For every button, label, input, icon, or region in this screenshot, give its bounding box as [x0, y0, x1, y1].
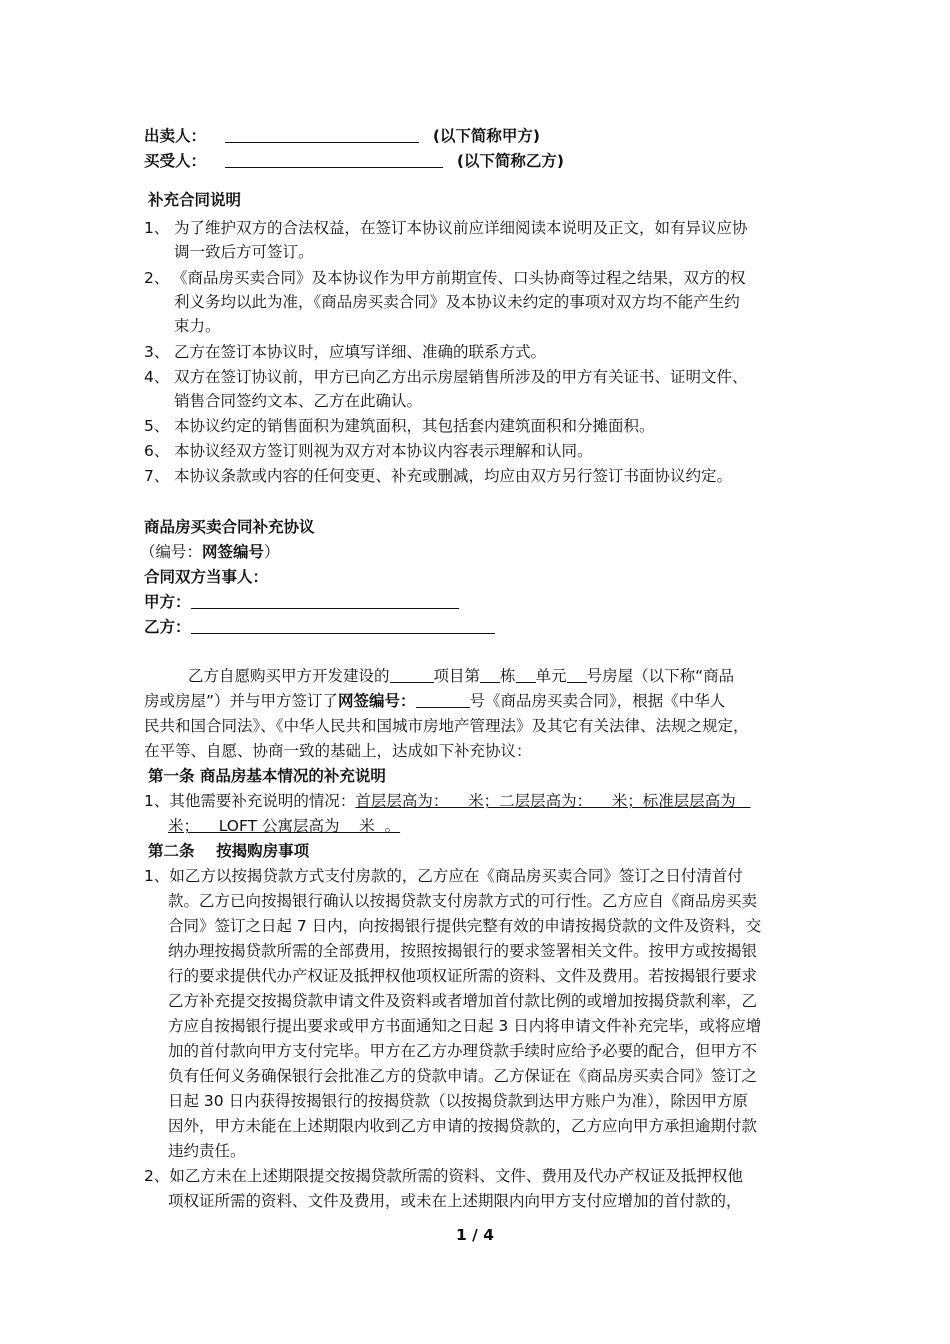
explanation-item-2-cont: 利义务均以此为准，《商品房买卖合同》及本协议未约定的事项对双方均不能产生约: [174, 293, 740, 311]
buyer-note: (以下简称乙方): [456, 152, 564, 170]
intro-line-1: 乙方自愿购买甲方开发建设的 项目第 栋 单元 号房屋（以下称“商品: [188, 667, 735, 685]
explanation-item-6: 6、 本协议经双方签订则视为双方对本协议内容表示理解和认同。: [144, 442, 593, 460]
page-number: 1 / 4: [455, 1226, 495, 1244]
explanation-title: 补充合同说明: [148, 191, 242, 209]
article-2-item-1-cont: 合同》签订之日起 7 日内，向按揭银行提供完整有效的申请按揭贷款的文件及资料，交: [168, 917, 762, 935]
explanation-item-1-cont: 调一致后方可签订。: [174, 243, 314, 261]
party-a-blank: [191, 592, 459, 609]
explanation-item-2: 2、 《商品房买卖合同》及本协议作为甲方前期宣传、口头协商等过程之结果，双方的权: [144, 269, 746, 287]
party-b-line: 乙方：: [144, 615, 495, 639]
explanation-item-3: 3、 乙方在签订本协议时，应填写详细、准确的联系方式。: [144, 343, 547, 361]
explanation-item-2-cont: 束力。: [174, 317, 221, 335]
seller-line: [144, 124, 540, 148]
article-2-item-1-cont: 加的首付款向甲方支付完毕。甲方在乙方办理贷款手续时应给予必要的配合，但甲方不: [168, 1042, 758, 1060]
article-1-title: 第一条 商品房基本情况的补充说明: [148, 767, 386, 785]
buyer-blank: [225, 151, 443, 168]
explanation-item-7: 7、 本协议条款或内容的任何变更、补充或删减，均应由双方另行签订书面协议约定。: [144, 467, 733, 485]
intro-line-4: 在平等、自愿、协商一致的基础上，达成如下补充协议：: [144, 742, 532, 760]
party-b-blank: [191, 617, 495, 634]
article-2-item-1-cont: 方应自按揭银行提出要求或甲方书面通知之日起 3 日内将申请文件补充完毕，或将应增: [168, 1017, 762, 1035]
article-2-title: 第二条 按揭购房事项: [148, 842, 310, 860]
buyer-label: 买受人：: [144, 152, 207, 170]
parties-label: 合同双方当事人：: [144, 568, 269, 586]
seller-label: 出卖人：: [144, 127, 207, 145]
buyer-line: [144, 149, 564, 173]
article-2-item-1-cont: 日起 30 日内获得按揭银行的按揭贷款（以按揭贷款到达甲方账户为准），除因甲方原: [168, 1092, 748, 1110]
explanation-item-5: 5、 本协议约定的销售面积为建筑面积，其包括套内建筑面积和分摊面积。: [144, 417, 655, 435]
explanation-item-1: 1、 为了维护双方的合法权益，在签订本协议前应详细阅读本说明及正文，如有异议应协: [144, 219, 748, 237]
explanation-item-4: 4、 双方在签订协议前，甲方已向乙方出示房屋销售所涉及的甲方有关证书、证明文件、: [144, 368, 748, 386]
article-2-item-1-cont: 负有任何义务确保银行会批准乙方的贷款申请。乙方保证在《商品房买卖合同》签订之: [168, 1067, 758, 1085]
article-2-item-1-cont: 款。乙方已向按揭银行确认以按揭贷款支付房款方式的可行性。乙方应自《商品房买卖: [168, 892, 758, 910]
intro-line-3: 民共和国合同法》、《中华人民共和国城市房地产管理法》及其它有关法律、法规之规定，: [144, 717, 749, 735]
article-2-item-1: 1、如乙方以按揭贷款方式支付房款的，乙方应在《商品房买卖合同》签订之日付清首付: [144, 867, 743, 885]
article-2-item-1-cont: 乙方补充提交按揭贷款申请文件及资料或者增加首付款比例的或增加按揭贷款利率，乙: [168, 992, 758, 1010]
article-2-item-1-cont: 纳办理按揭贷款所需的全部费用，按照按揭银行的要求签署相关文件。按甲方或按揭银: [168, 942, 758, 960]
agreement-title: 商品房买卖合同补充协议: [144, 518, 315, 536]
article-2-item-1-cont: 行的要求提供代办产权证及抵押权他项权证所需的资料、文件及费用。若按揭银行要求: [168, 967, 758, 985]
seller-note: (以下简称甲方): [432, 127, 540, 145]
explanation-item-4-cont: 销售合同签约文本、乙方在此确认。: [174, 392, 423, 410]
intro-line-2: 房或房屋”）并与甲方签订了网签编号： 号《商品房买卖合同》，根据《中华人: [144, 692, 726, 710]
article-1-item-1-cont: 米； LOFT 公寓层高为 米 。: [168, 817, 401, 835]
article-2-item-2-cont: 项权证所需的资料、文件及费用，或未在上述期限内向甲方支付应增加的首付款的，: [168, 1192, 742, 1210]
article-1-item-1: 1、其他需要补充说明的情况：首层层高为： 米；二层层高为： 米；标准层层高为: [144, 792, 751, 810]
seller-blank: [225, 126, 419, 143]
agreement-number: （编号：网签编号）: [140, 543, 280, 561]
article-2-item-1-cont: 因外，甲方未能在上述期限内收到乙方申请的按揭贷款的，乙方应向甲方承担逾期付款: [168, 1117, 758, 1135]
article-2-item-1-cont: 违约责任。: [168, 1142, 246, 1160]
article-2-item-2: 2、如乙方未在上述期限提交按揭贷款所需的资料、文件、费用及代办产权证及抵押权他: [144, 1167, 743, 1185]
party-a-line: 甲方：: [144, 590, 459, 614]
